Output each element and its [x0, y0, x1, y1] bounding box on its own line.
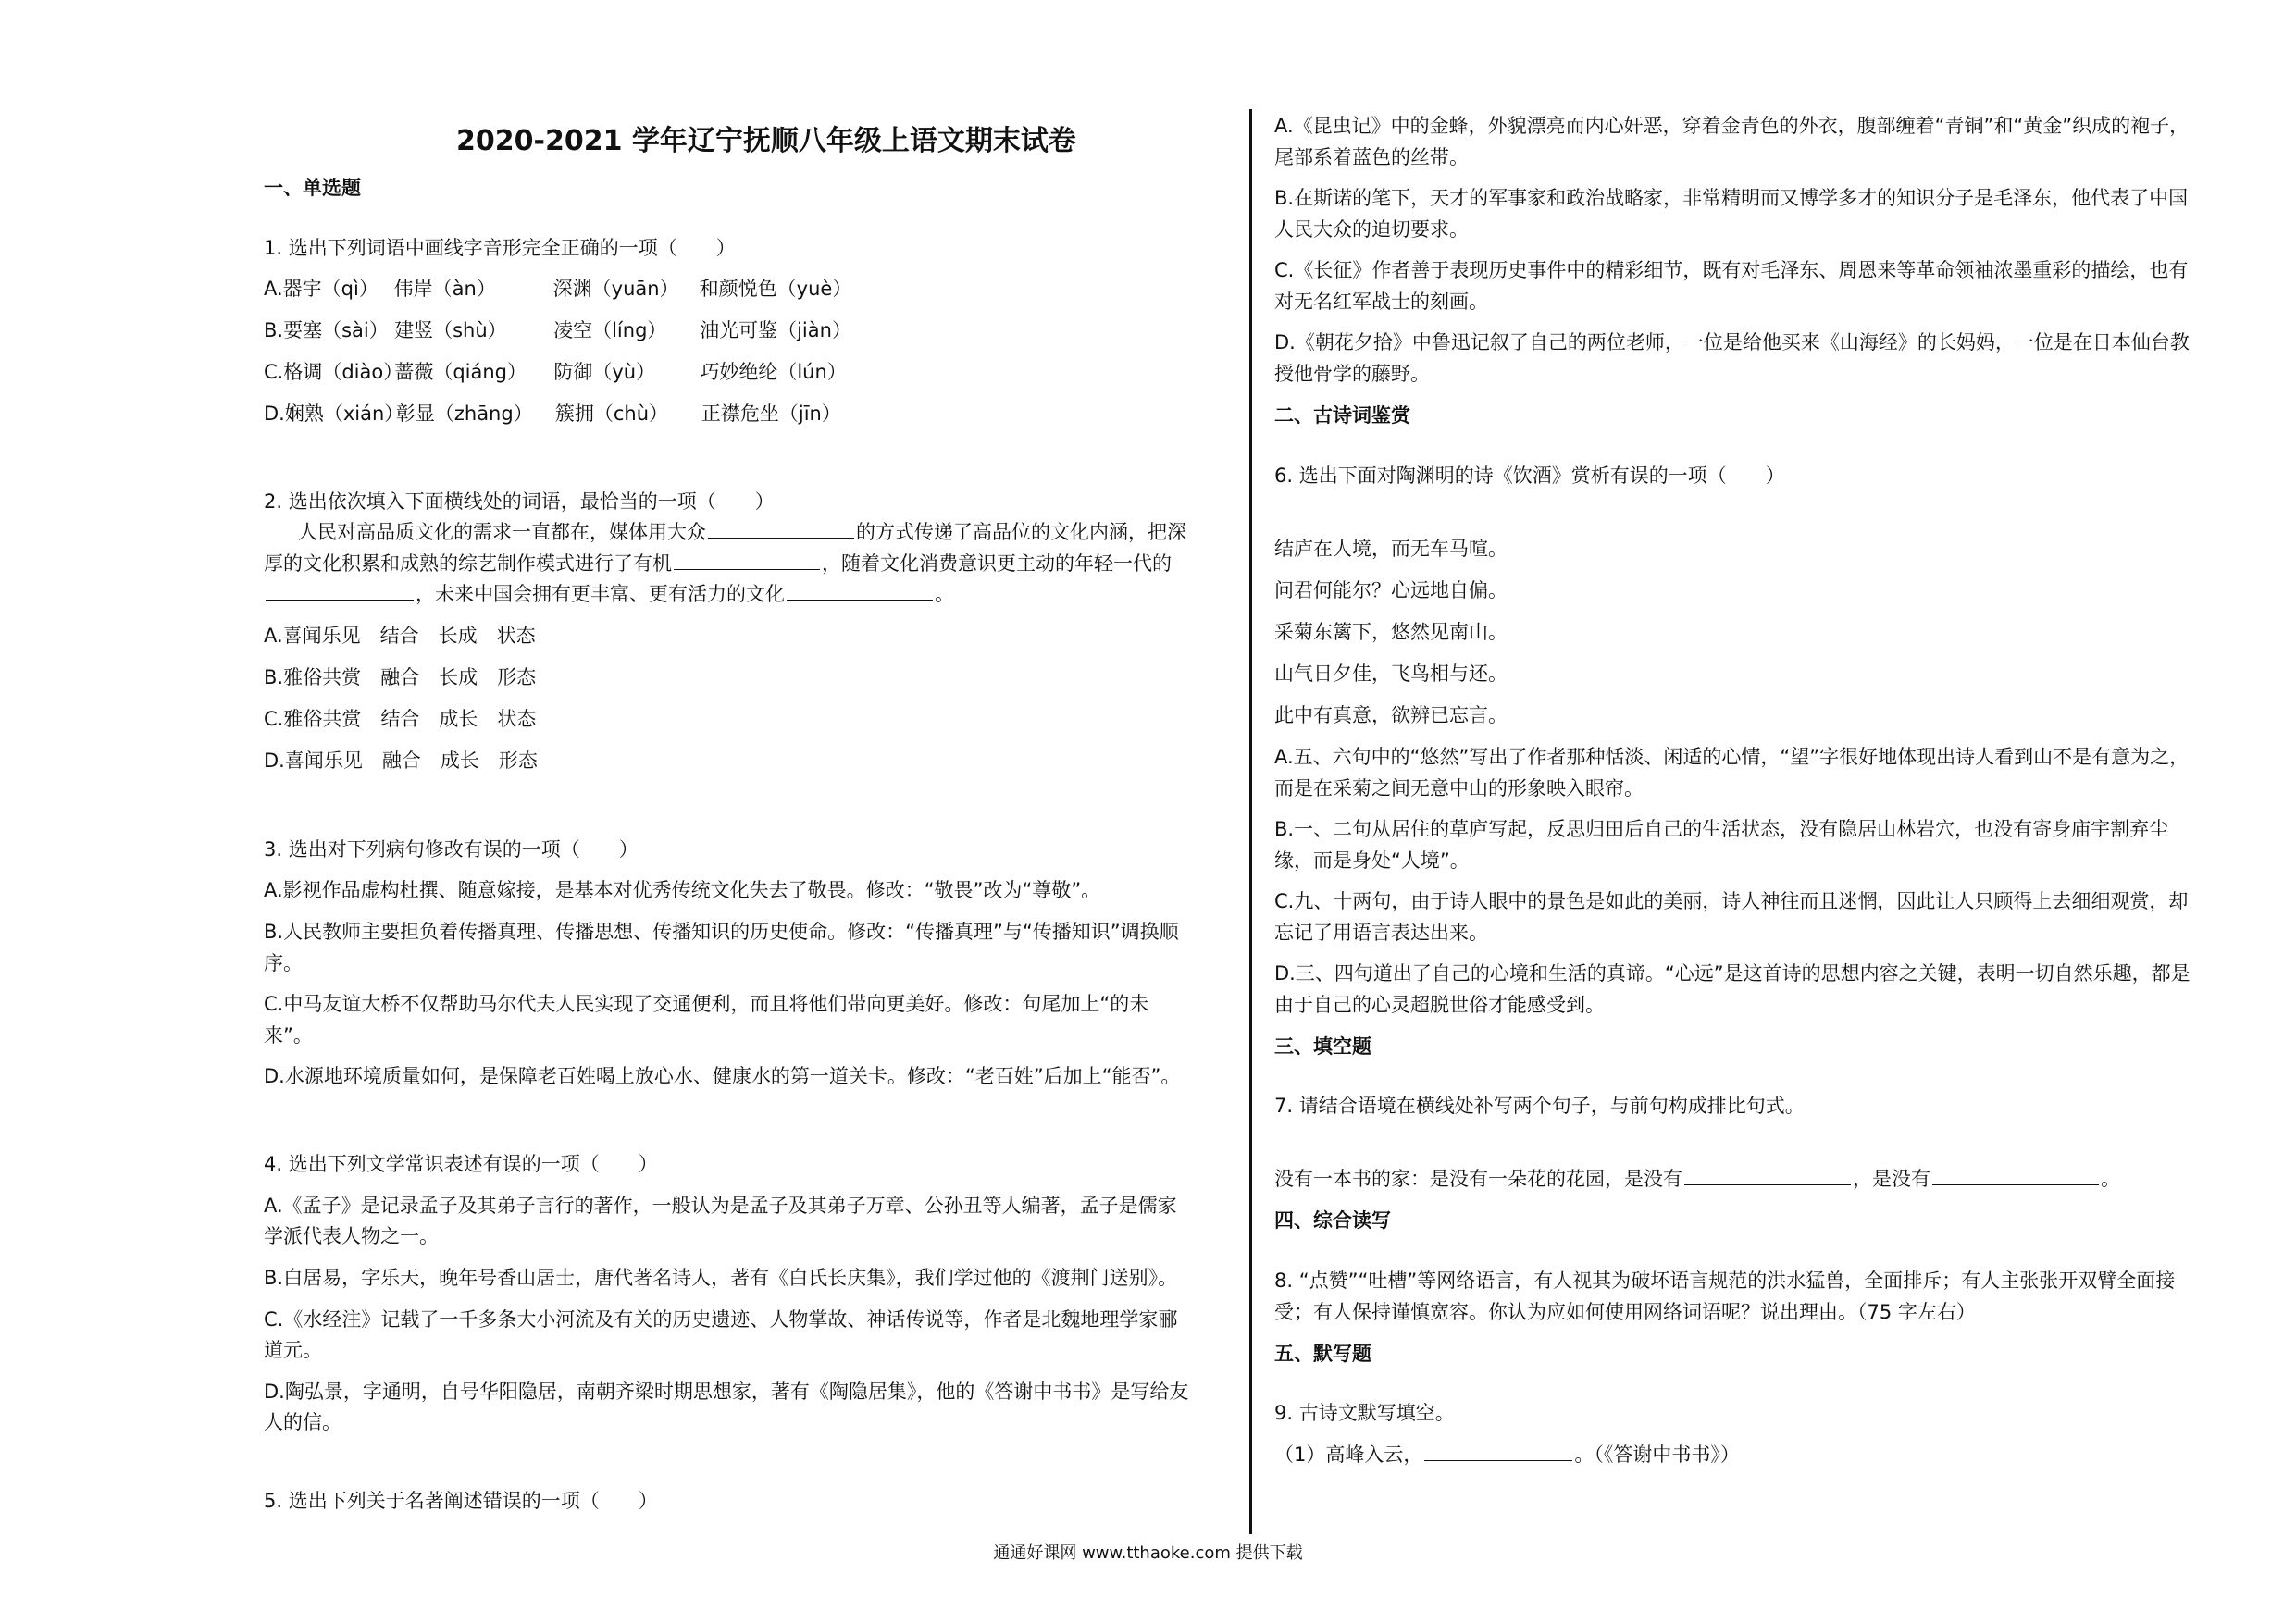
- option-row: D.娴熟（xián）彰显（zhāng） 簇拥（chù） 正襟危坐（jīn）: [264, 403, 841, 425]
- question-stem: 6. 选出下面对陶渊明的诗《饮酒》赏析有误的一项（ ）: [1274, 465, 1785, 487]
- section-heading: 五、默写题: [1274, 1343, 1371, 1365]
- option-row: C.格调（diào）蔷薇（qiáng） 防御（yù） 巧妙绝纶（lún）: [264, 361, 847, 383]
- section-heading: 一、单选题: [264, 177, 361, 199]
- option-c-cont: 对无名红军战士的刻画。: [1274, 291, 1488, 313]
- question-stem: 2. 选出依次填入下面横线处的词语，最恰当的一项（ ）: [264, 490, 775, 513]
- option-d: D.喜闻乐见 融合 成长 形态: [264, 750, 538, 772]
- section-heading: 二、古诗词鉴赏: [1274, 404, 1410, 427]
- page-footer: 通通好课网 www.tthaoke.com 提供下载: [993, 1543, 1303, 1563]
- option-b: B.一、二句从居住的草庐写起，反思归田后自己的生活状态，没有隐居山林岩穴，也没有寄身庙宇割弃尘: [1274, 818, 2169, 840]
- page-title: 2020-2021 学年辽宁抚顺八年级上语文期末试卷: [456, 125, 1076, 157]
- option-b: B.人民教师主要担负着传播真理、传播思想、传播知识的历史使命。修改：“传播真理”与“传播知识”调换顺: [264, 921, 1179, 943]
- option-c: C.九、十两句，由于诗人眼中的景色是如此的美丽，诗人神往而且迷惘，因此让人只顾得上去细细观赏，却: [1274, 890, 2189, 912]
- passage-line: ，未来中国会拥有更丰富、更有活力的文化 。: [264, 580, 954, 608]
- option-b: B.雅俗共赏 融合 长成 形态: [264, 666, 537, 688]
- option-d-cont: 人的信。: [264, 1411, 341, 1433]
- poem-line: 山气日夕佳，飞鸟相与还。: [1274, 663, 1508, 685]
- option-c-cont: 来”。: [264, 1024, 313, 1047]
- option-a: A.喜闻乐见 结合 长成 状态: [264, 625, 536, 647]
- fill-line: （1）高峰入云， 。（《答谢中书书》）: [1274, 1443, 1740, 1466]
- option-b: B.在斯诺的笔下，天才的军事家和政治战略家，非常精明而又博学多才的知识分子是毛泽东，他代表了中国: [1274, 187, 2189, 209]
- poem-line: 结庐在人境，而无车马喧。: [1274, 538, 1508, 560]
- option-d: D.三、四句道出了自己的心境和生活的真谛。“心远”是这首诗的思想内容之关键，表明一切自然乐趣，都是: [1274, 962, 2191, 985]
- fill-line: 没有一本书的家：是没有一朵花的花园，是没有 ，是没有 。: [1274, 1168, 2120, 1190]
- question-stem: 9. 古诗文默写填空。: [1274, 1402, 1455, 1424]
- option-c: C.《水经注》记载了一千多条大小河流及有关的历史遗迹、人物掌故、神话传说等，作者是北魏地理学家郦: [264, 1308, 1178, 1331]
- section-heading: 三、填空题: [1274, 1035, 1371, 1058]
- option-row: B.要塞（sài） 建竖（shù） 凌空（líng） 油光可鉴（jiàn）: [264, 319, 851, 341]
- poem-line: 此中有真意，欲辨已忘言。: [1274, 704, 1508, 726]
- option-d-cont: 由于自己的心灵超脱世俗才能感受到。: [1274, 994, 1605, 1016]
- option-c: C.雅俗共赏 结合 成长 状态: [264, 708, 537, 730]
- option-c: C.《长征》作者善于表现历史事件中的精彩细节，既有对毛泽东、周恩来等革命领袖浓墨重彩的描绘，也有: [1274, 259, 2189, 281]
- fill-blank[interactable]: [1424, 1442, 1572, 1461]
- question-stem: 5. 选出下列关于名著阐述错误的一项（ ）: [264, 1490, 658, 1512]
- question-stem: 1. 选出下列词语中画线字音形完全正确的一项（ ）: [264, 237, 736, 259]
- option-c-cont: 忘记了用语言表达出来。: [1274, 922, 1488, 944]
- option-c-cont: 道元。: [264, 1339, 322, 1361]
- poem-line: 问君何能尔？心远地自偏。: [1274, 579, 1508, 601]
- fill-blank[interactable]: [1684, 1166, 1851, 1185]
- option-b-cont: 序。: [264, 952, 303, 974]
- section-heading: 四、综合读写: [1274, 1209, 1391, 1232]
- option-a: A.《昆虫记》中的金蜂，外貌漂亮而内心奸恶，穿着金青色的外衣，腹部缠着“青铜”和“黄金”织成的袍子，: [1274, 115, 2190, 137]
- option-b-cont: 人民大众的迫切要求。: [1274, 218, 1469, 241]
- option-a: A.影视作品虚构杜撰、随意嫁接，是基本对优秀传统文化失去了敬畏。修改：“敬畏”改为“尊敬”。: [264, 879, 1101, 901]
- question-stem: 4. 选出下列文学常识表述有误的一项（ ）: [264, 1153, 658, 1175]
- option-d: D.水源地环境质量如何，是保障老百姓喝上放心水、健康水的第一道关卡。修改：“老百姓”后加上“能否”。: [264, 1065, 1181, 1087]
- option-a-cont: 学派代表人物之一。: [264, 1225, 439, 1247]
- option-row: A.器宇（qì） 伟岸（àn） 深渊（yuān） 和颜悦色（yuè）: [264, 278, 852, 300]
- fill-blank[interactable]: [708, 519, 854, 539]
- passage-line: 厚的文化积累和成熟的综艺制作模式进行了有机 ，随着文化消费意识更主动的年轻一代的: [264, 552, 1172, 575]
- option-c: C.中马友谊大桥不仅帮助马尔代夫人民实现了交通便利，而且将他们带向更美好。修改：句尾加上“的未: [264, 993, 1149, 1015]
- option-d: D.陶弘景，字通明，自号华阳隐居，南朝齐梁时期思想家，著有《陶隐居集》，他的《答谢中书书》是写给友: [264, 1381, 1189, 1403]
- question-stem-cont: 受；有人保持谨慎宽容。你认为应如何使用网络词语呢？说出理由。（75 字左右）: [1274, 1301, 1976, 1323]
- option-b-cont: 缘，而是身处“人境”。: [1274, 849, 1470, 872]
- option-a: A.《孟子》是记录孟子及其弟子言行的著作，一般认为是孟子及其弟子万章、公孙丑等人编著，孟子是儒家: [264, 1195, 1177, 1217]
- question-stem: 8. “点赞”“吐槽”等网络语言，有人视其为破坏语言规范的洪水猛兽，全面排斥；有人主张张开双臂全面接: [1274, 1270, 2176, 1292]
- question-stem: 3. 选出对下列病句修改有误的一项（ ）: [264, 838, 639, 861]
- fill-blank[interactable]: [674, 551, 820, 570]
- option-d: D.《朝花夕拾》中鲁迅记叙了自己的两位老师，一位是给他买来《山海经》的长妈妈，一位是在日本仙台教: [1274, 331, 2190, 353]
- option-d-cont: 授他骨学的藤野。: [1274, 363, 1430, 385]
- fill-blank[interactable]: [266, 581, 414, 601]
- option-b: B.白居易，字乐天，晚年号香山居士，唐代著名诗人，著有《白氏长庆集》，我们学过他的《渡荆门送别》。: [264, 1267, 1178, 1289]
- poem-line: 采菊东篱下，悠然见南山。: [1274, 621, 1508, 643]
- fill-blank[interactable]: [787, 581, 933, 601]
- fill-blank[interactable]: [1932, 1166, 2099, 1185]
- question-stem: 7. 请结合语境在横线处补写两个句子，与前句构成排比句式。: [1274, 1095, 1805, 1117]
- option-a: A.五、六句中的“悠然”写出了作者那种恬淡、闲适的心情，“望”字很好地体现出诗人看到山不是有意为之，: [1274, 746, 2190, 768]
- option-a-cont: 而是在采菊之间无意中山的形象映入眼帘。: [1274, 777, 1644, 799]
- option-a-cont: 尾部系着蓝色的丝带。: [1274, 146, 1469, 168]
- passage-line: 人民对高品质文化的需求一直都在，媒体用大众 的方式传递了高品位的文化内涵，把深: [298, 521, 1186, 543]
- column-divider: [1249, 109, 1252, 1534]
